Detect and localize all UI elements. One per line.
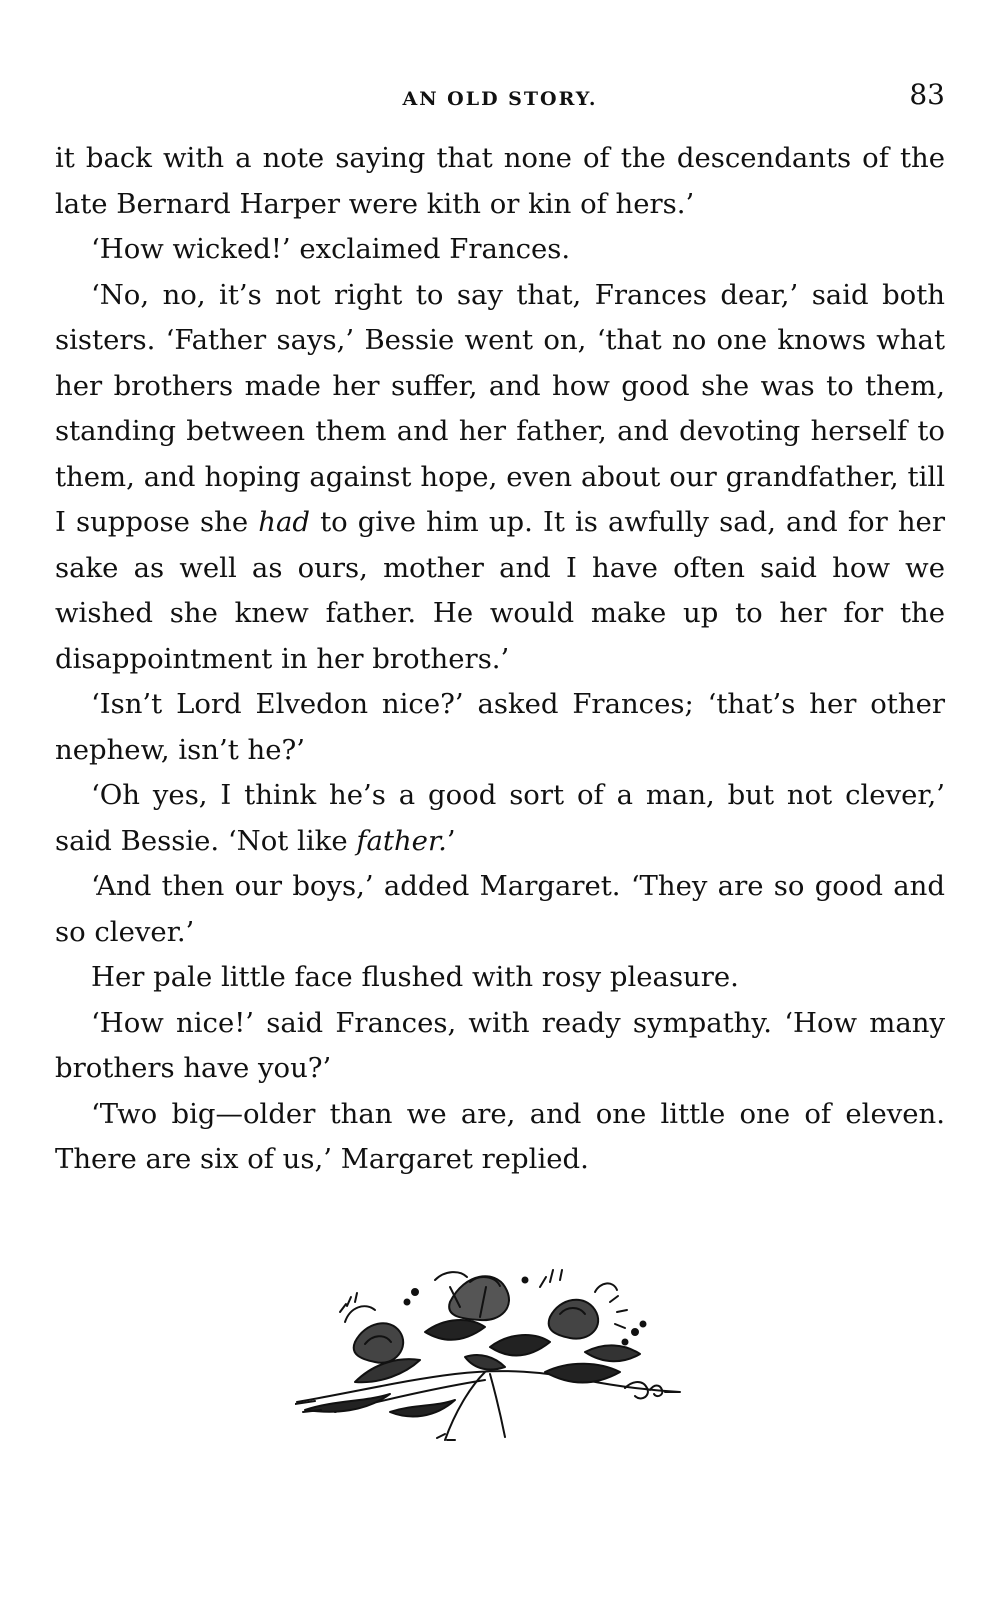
paragraph: ‘Isn’t Lord Elvedon nice?’ asked Frances; ‘that’s her other nephew, isn’t he?’ [55,688,945,766]
running-title: AN OLD STORY. [402,88,598,110]
paragraph: it back with a note saying that none of the descendants of the late Bernard Harper were kith or kin of hers.’ [55,142,945,220]
paragraph: ‘And then our boys,’ added Margaret. ‘They are so good and so clever.’ [55,870,945,948]
italic-emphasis: had [258,506,310,538]
floral-vignette-icon [295,1262,685,1442]
paragraph: ‘Oh yes, I think he’s a good sort of a man, but not clever,’ said Bessie. ‘Not like father.’ [55,779,945,857]
page-number: 83 [909,78,945,111]
paragraph: Her pale little face flushed with rosy pleasure. [91,961,739,993]
paragraph: ‘How nice!’ said Frances, with ready sympathy. ‘How many brothers have you?’ [55,1006,945,1084]
page-header [55,78,945,118]
paragraph: ‘How wicked!’ exclaimed Frances. [91,233,571,265]
paragraph: ‘No, no, it’s not right to say that, Frances dear,’ said both sisters. ‘Father says,’ Bessie went on, ‘that no one knows what her brothers made her suffer, and how good she was to them, standing between them and her father, and devoting herself to them, and hoping against hope, even about our grandfather, till I suppose she had to give him up. It is awfully sad, and for her sake as well as ours, mother and I have often said how we wished she knew father. He would make up to her for the disappointment in her brothers.’ [55,278,945,675]
italic-emphasis: father. [356,824,447,857]
paragraph: ‘Two big—older than we are, and one little one of eleven. There are six of us,’ Margaret replied. [55,1097,945,1175]
body-text [55,136,945,1183]
